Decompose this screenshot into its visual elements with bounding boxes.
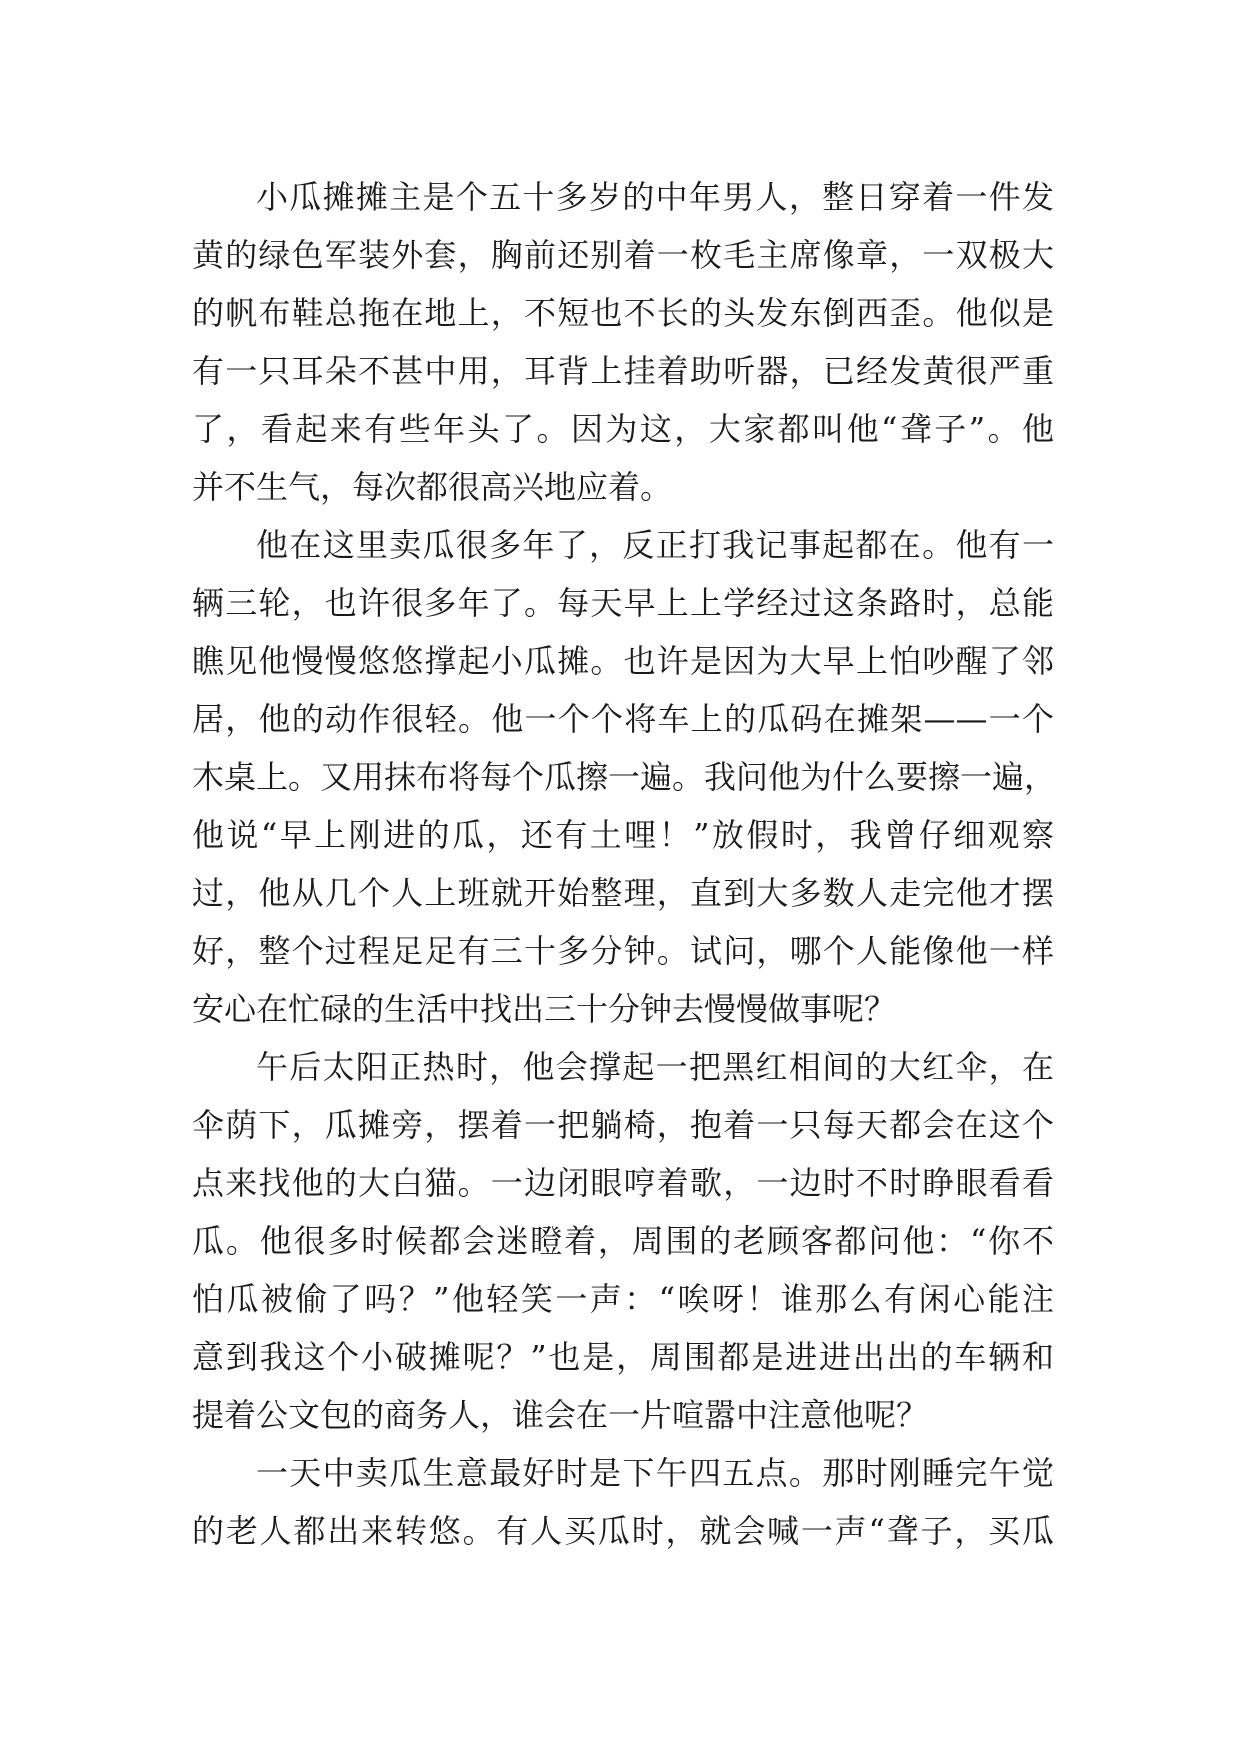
text-line: 意到我这个小破摊呢？”也是，周围都是进进出出的车辆和: [192, 1338, 1054, 1376]
paragraph-1: [192, 168, 1054, 516]
text-line: 他说“早上刚进的瓜，还有土哩！”放假时，我曾仔细观察: [192, 816, 1054, 854]
text-line: 他在这里卖瓜很多年了，反正打我记事起都在。他有一: [256, 526, 1054, 564]
text-line: 黄的绿色军装外套，胸前还别着一枚毛主席像章，一双极大: [192, 236, 1054, 274]
text-line: 点来找他的大白猫。一边闭眼哼着歌，一边时不时睁眼看看: [192, 1164, 1054, 1202]
paragraph-2: [192, 516, 1057, 1038]
text-line: 居，他的动作很轻。他一个个将车上的瓜码在摊架——一个: [192, 700, 1054, 738]
text-line: 的帆布鞋总拖在地上，不短也不长的头发东倒西歪。他似是: [192, 294, 1054, 332]
paragraph-4: [192, 1444, 1054, 1560]
text-line: 的老人都出来转悠。有人买瓜时，就会喊一声“聋子，买瓜: [192, 1512, 1054, 1550]
text-line: 小瓜摊摊主是个五十多岁的中年男人，整日穿着一件发: [256, 178, 1054, 216]
text-line: 过，他从几个人上班就开始整理，直到大多数人走完他才摆: [192, 874, 1054, 912]
text-line: 午后太阳正热时，他会撑起一把黑红相间的大红伞，在: [256, 1048, 1054, 1086]
text-line: 一天中卖瓜生意最好时是下午四五点。那时刚睡完午觉: [256, 1454, 1054, 1492]
text-line: 瞧见他慢慢悠悠撑起小瓜摊。也许是因为大早上怕吵醒了邻: [192, 642, 1054, 680]
text-line: 木桌上。又用抹布将每个瓜擦一遍。我问他为什么要擦一遍，: [192, 758, 1057, 796]
text-line: 好，整个过程足足有三十多分钟。试问，哪个人能像他一样: [192, 932, 1054, 970]
text-line: 安心在忙碌的生活中找出三十分钟去慢慢做事呢？: [192, 990, 897, 1028]
text-line: 了，看起来有些年头了。因为这，大家都叫他“聋子”。他: [192, 410, 1054, 448]
text-line: 提着公文包的商务人，谁会在一片喧嚣中注意他呢？: [192, 1396, 929, 1434]
text-line: 有一只耳朵不甚中用，耳背上挂着助听器，已经发黄很严重: [192, 352, 1054, 390]
text-line: 瓜。他很多时候都会迷瞪着，周围的老顾客都问他：“你不: [192, 1222, 1054, 1260]
text-line: 伞荫下，瓜摊旁，摆着一把躺椅，抱着一只每天都会在这个: [192, 1106, 1054, 1144]
text-line: 怕瓜被偷了吗？”他轻笑一声：“唉呀！谁那么有闲心能注: [192, 1280, 1054, 1318]
document-page: [192, 168, 1057, 1560]
text-line: 并不生气，每次都很高兴地应着。: [192, 468, 673, 506]
text-line: 辆三轮，也许很多年了。每天早上上学经过这条路时，总能: [192, 584, 1054, 622]
paragraph-3: [192, 1038, 1054, 1444]
